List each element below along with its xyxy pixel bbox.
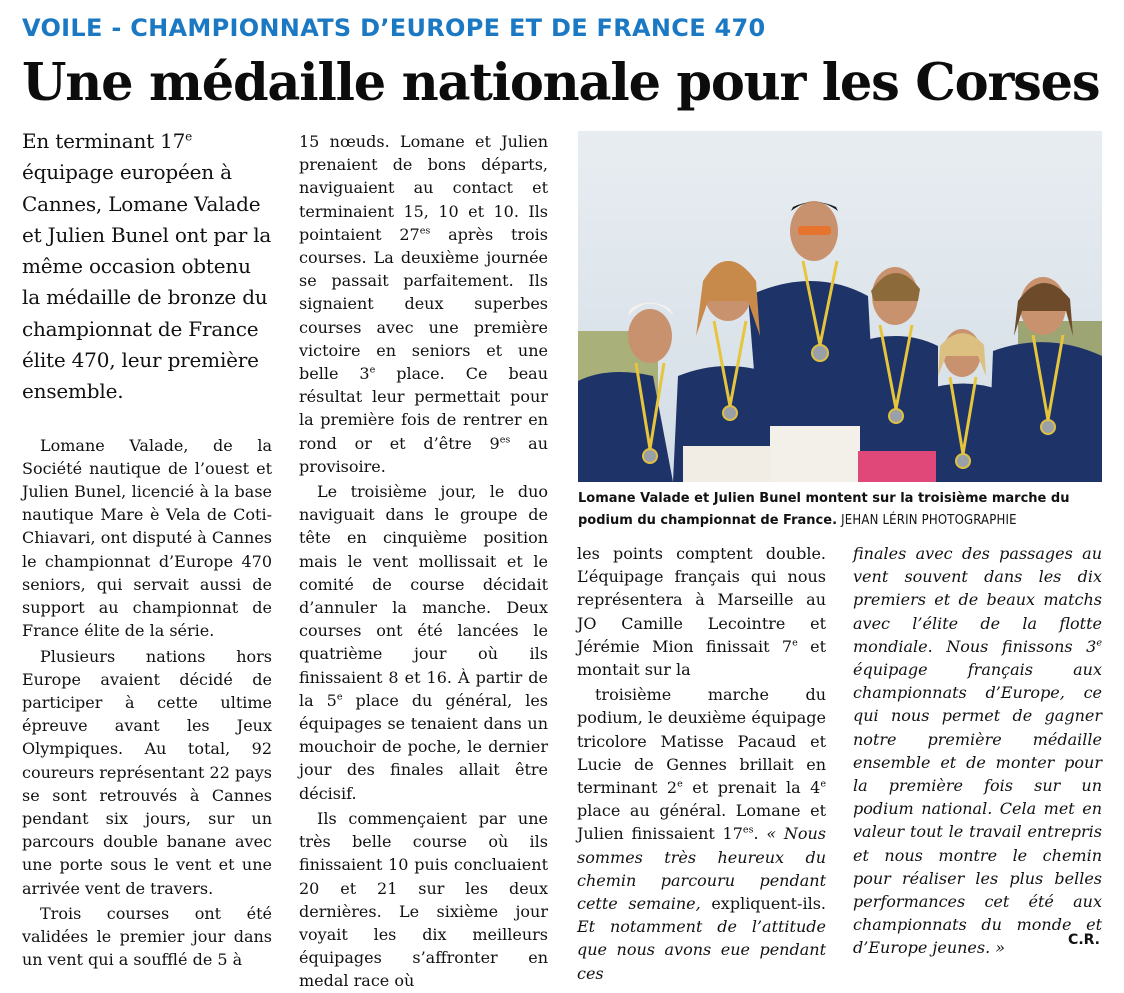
- body-paragraph: troisième marche du podium, le deuxième équipage tricolore Matisse Pacaud et Lucie de Gennes brillait en terminant 2e et prenait la 4e place au général. Lomane et Julien finissaient $17^{es}$. « Nous sommes très heureux du chemin parcouru pendant cette semaine, expliquent-ils. Et notamment de l’attitude que nous avons eue pendant ces: [577, 685, 826, 983]
- photo-caption: [578, 488, 1102, 532]
- caption-text: Lomane Valade et Julien Bunel montent sur la troisième marche du podium du championnat de France.: [578, 491, 1070, 528]
- author-signature: C.R.: [1068, 932, 1100, 948]
- section-kicker: VOILE - CHAMPIONNATS D’EUROPE ET DE FRANCE 470: [22, 14, 766, 42]
- body-paragraph: Lomane Valade, de la Société nautique de l’ouest et Julien Bunel, licencié à la base nautique Mare è Vela de Coti-Chiavari, ont disputé à Cannes le championnat d’Europe 470 seniors, qui servait aussi de support au championnat de France élite de la série.: [22, 435, 272, 641]
- body-paragraph: 15 nœuds. Lomane et Julien prenaient de bons départs, naviguaient au contact et terminaient 15, 10 et 10. Ils pointaient $27^{es}$ après trois courses. La deuxième journée se passait parfaitement. Ils signaient deux superbes courses avec une première victoire en seniors et une belle 3e place. Ce beau résultat leur permettait pour la première fois de rentrer en rond or et d’être $9^{es}$ au provisoire.: [299, 132, 549, 476]
- article-column-2: [299, 130, 548, 993]
- lede-paragraph: En terminant 17e équipage européen à Cannes, Lomane Valade et Julien Bunel ont par la même occasion obtenu la médaille de bronze du championnat de France élite 470, leur première ensemble.: [22, 129, 272, 404]
- body-paragraph: Le troisième jour, le duo naviguait dans le groupe de tête en cinquième position mais le vent mollissait et le comité de course décidait d’annuler la manche. Deux courses ont été lancées le quatrième jour où ils finissaient 8 et 16. À partir de la 5e place du général, les équipages se tenaient dans un mouchoir de poche, le dernier jour des finales allait être décisif.: [299, 482, 549, 803]
- photo-credit: JEHAN LÉRIN PHOTOGRAPHIE: [841, 513, 1017, 528]
- body-paragraph: Trois courses ont été validées le premier jour dans un vent qui a soufflé de 5 à: [22, 903, 272, 970]
- body-paragraph: Plusieurs nations hors Europe avaient décidé de participer à cette ultime épreuve avant les Jeux Olympiques. Au total, 92 coureurs représentant 22 pays se sont retrouvés à Cannes pendant six jours, sur un parcours double banane avec une porte sous le vent et une arrivée vent de travers.: [22, 646, 272, 898]
- podium-photo: [578, 131, 1102, 482]
- article-headline: Une médaille nationale pour les Corses: [22, 53, 1100, 113]
- quote-paragraph: finales avec des passages au vent souvent dans les dix premiers et de beaux matchs avec l’élite de la flotte mondiale. Nous finissons 3e équipage français aux championnats d’Europe, ce qui nous permet de gagner notre première médaille ensemble et de monter pour la première fois sur un podium national. Cela met en valeur tout le travail entrepris et nous montre le chemin pour réaliser les plus belles performances cet été aux championnats du monde et d’Europe jeunes. »: [853, 544, 1102, 958]
- article-column-4: [853, 542, 1102, 960]
- body-paragraph: les points comptent double. L’équipage français qui nous représentera à Marseille au JO Camille Lecointre et Jérémie Mion finissait 7e et montait sur la: [577, 544, 827, 680]
- body-paragraph: Ils commençaient par une très belle course où ils finissaient 10 puis concluaient 20 et 21 sur les deux dernières. Le sixième jour voyait les dix meilleurs équipages s’affronter en medal race où: [299, 808, 548, 991]
- article-column-3: [577, 542, 826, 985]
- article-column-1: [22, 126, 272, 971]
